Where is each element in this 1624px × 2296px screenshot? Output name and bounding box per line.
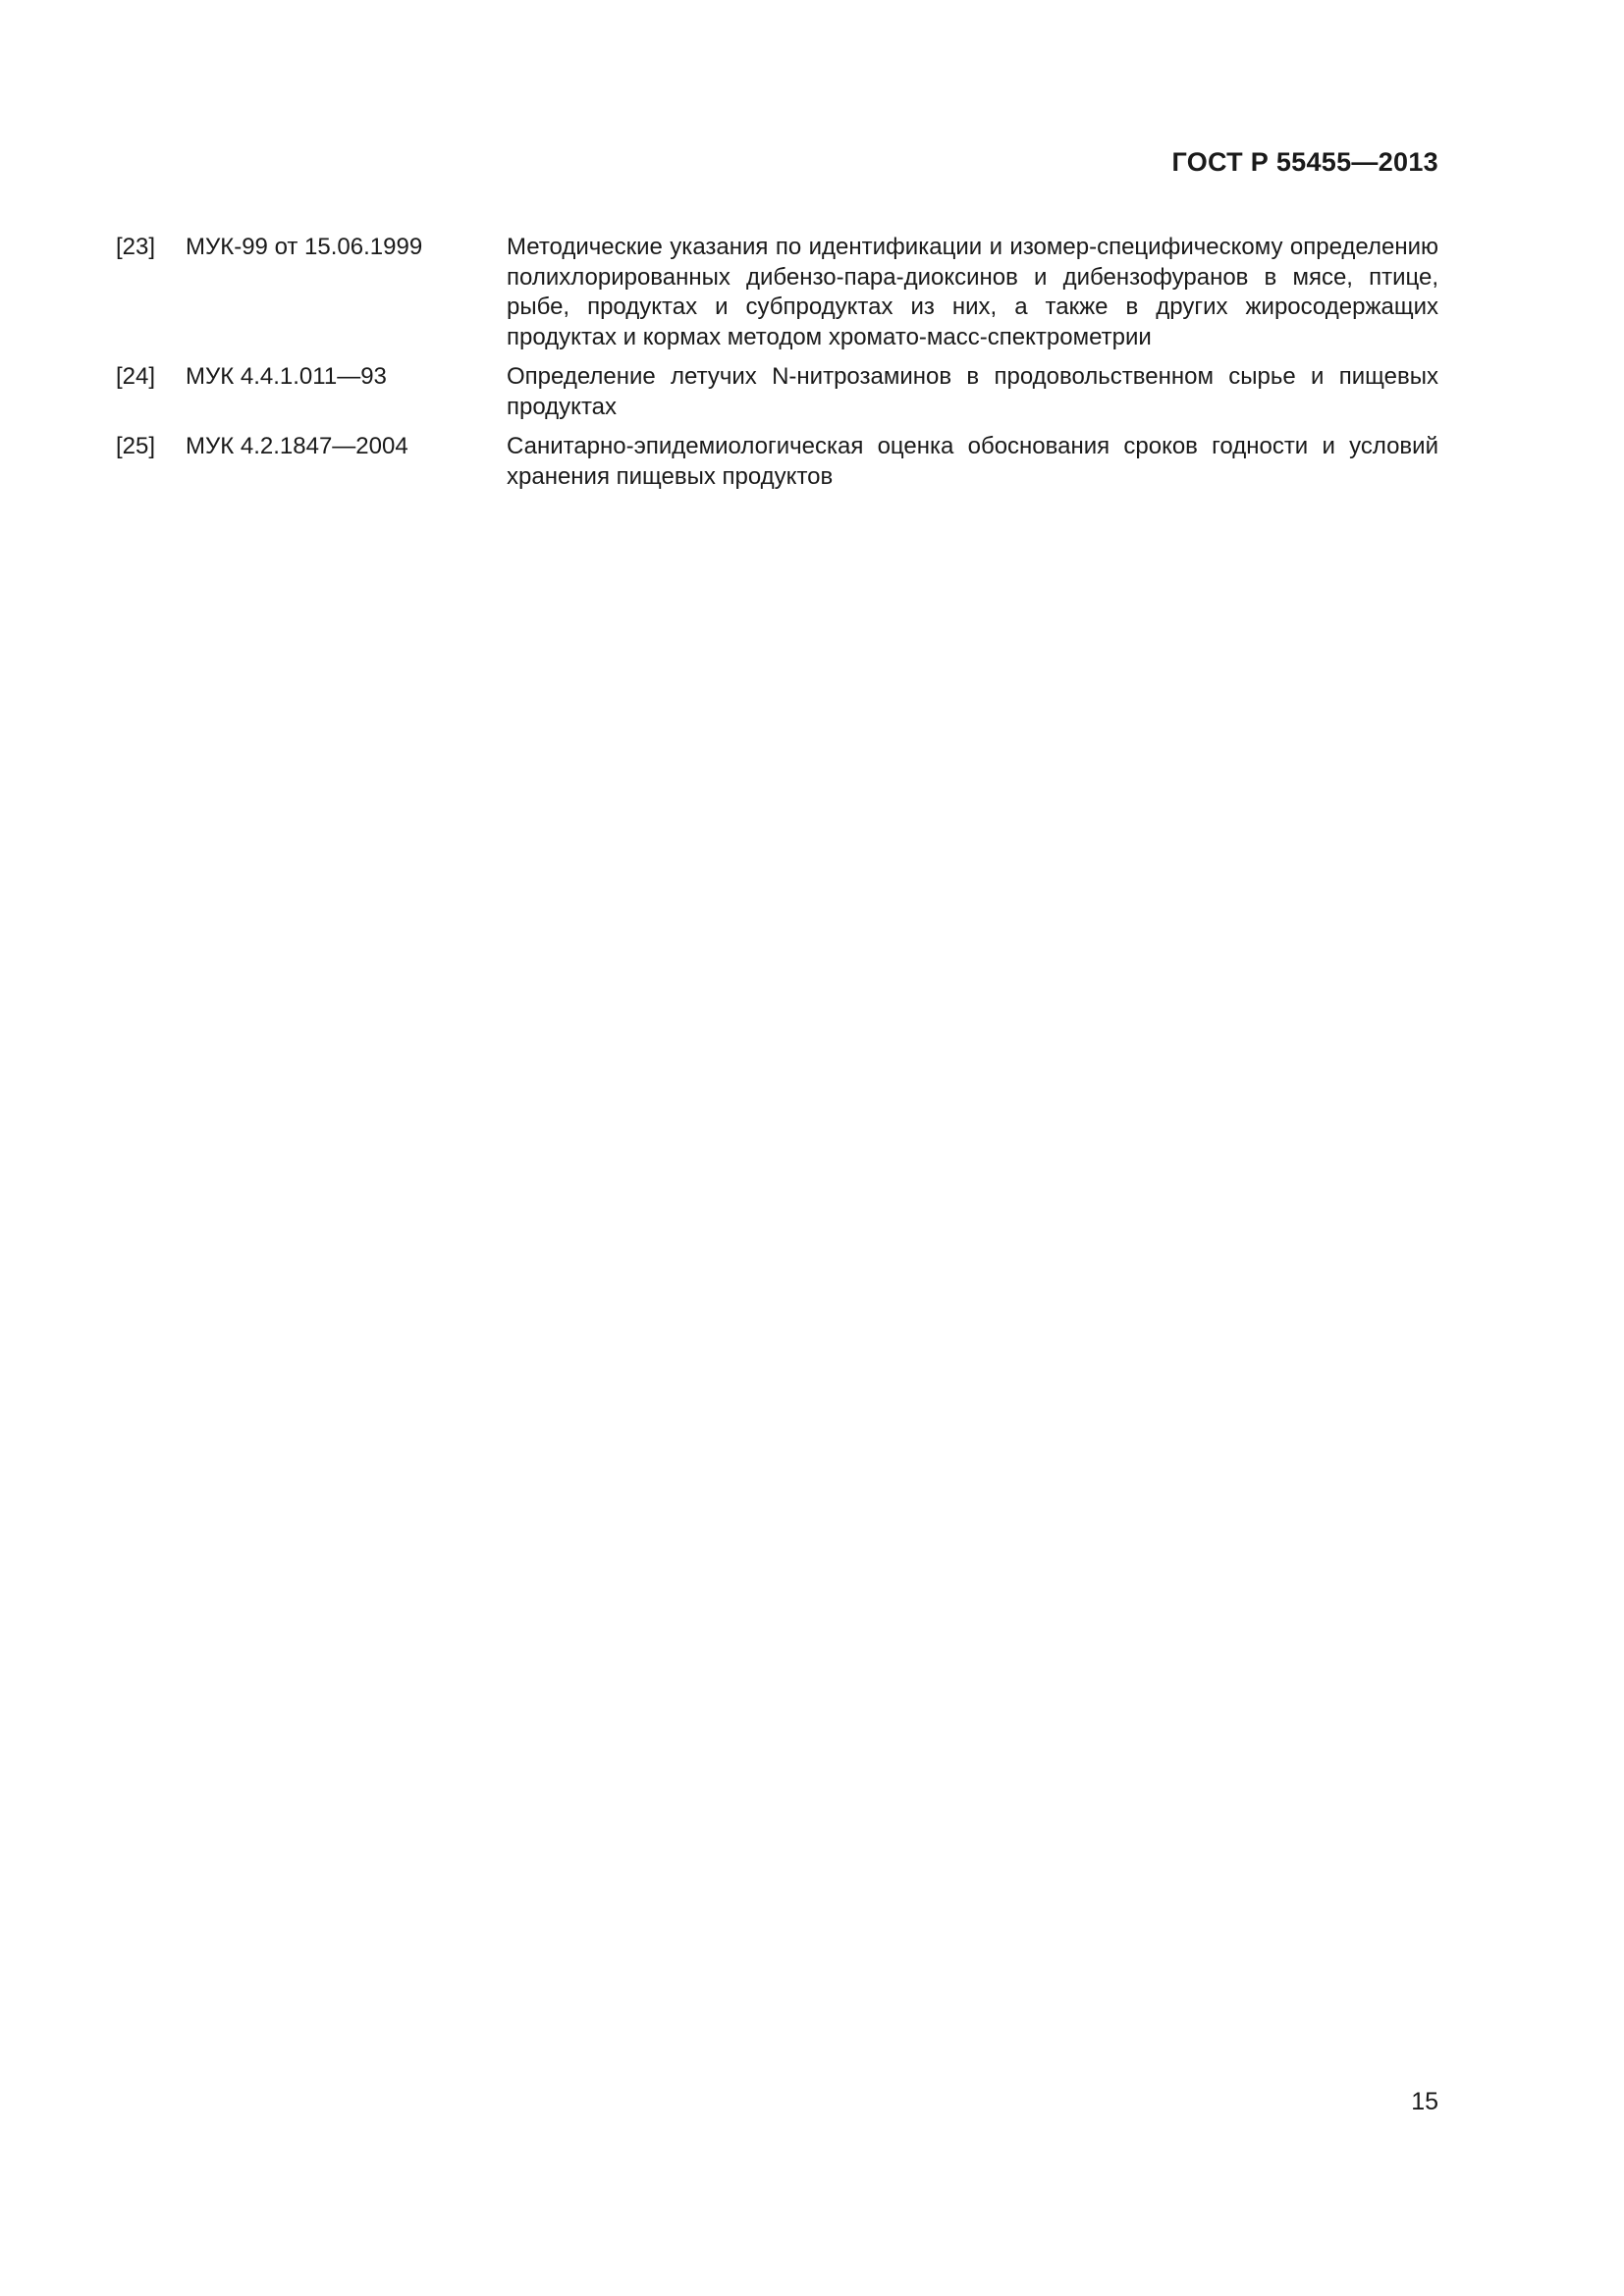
reference-number: [23]	[116, 234, 156, 260]
bibliography-entry-24	[116, 362, 1438, 422]
reference-number: [25]	[116, 433, 156, 459]
reference-code: МУК 4.4.1.011—93	[186, 363, 387, 390]
bibliography-entry-25	[116, 432, 1438, 492]
reference-code: МУК-99 от 15.06.1999	[186, 234, 423, 260]
reference-code: МУК 4.2.1847—2004	[186, 433, 408, 459]
document-header-standard-id: ГОСТ Р 55455—2013	[1171, 147, 1438, 177]
reference-title: Определение летучих N-нитрозаминов в продовольственном сырье и пищевых продуктах	[507, 363, 1438, 420]
reference-title: Методические указания по идентификации и изомер-специфическому определению полихлорированных дибензо-пара-диоксинов и дибензофуранов в мясе, птице, рыбе, продуктах и субпродуктах из них, а также в других жиросодержащих продуктах и кормах методом хромато-масс-спектрометрии	[507, 234, 1438, 350]
reference-number: [24]	[116, 363, 156, 390]
reference-title: Санитарно-эпидемиологическая оценка обоснования сроков годности и условий хранения пищевых продуктов	[507, 433, 1438, 490]
bibliography-entry-23	[116, 233, 1438, 352]
page-number: 15	[1411, 2088, 1438, 2115]
bibliography-list	[116, 233, 1438, 502]
